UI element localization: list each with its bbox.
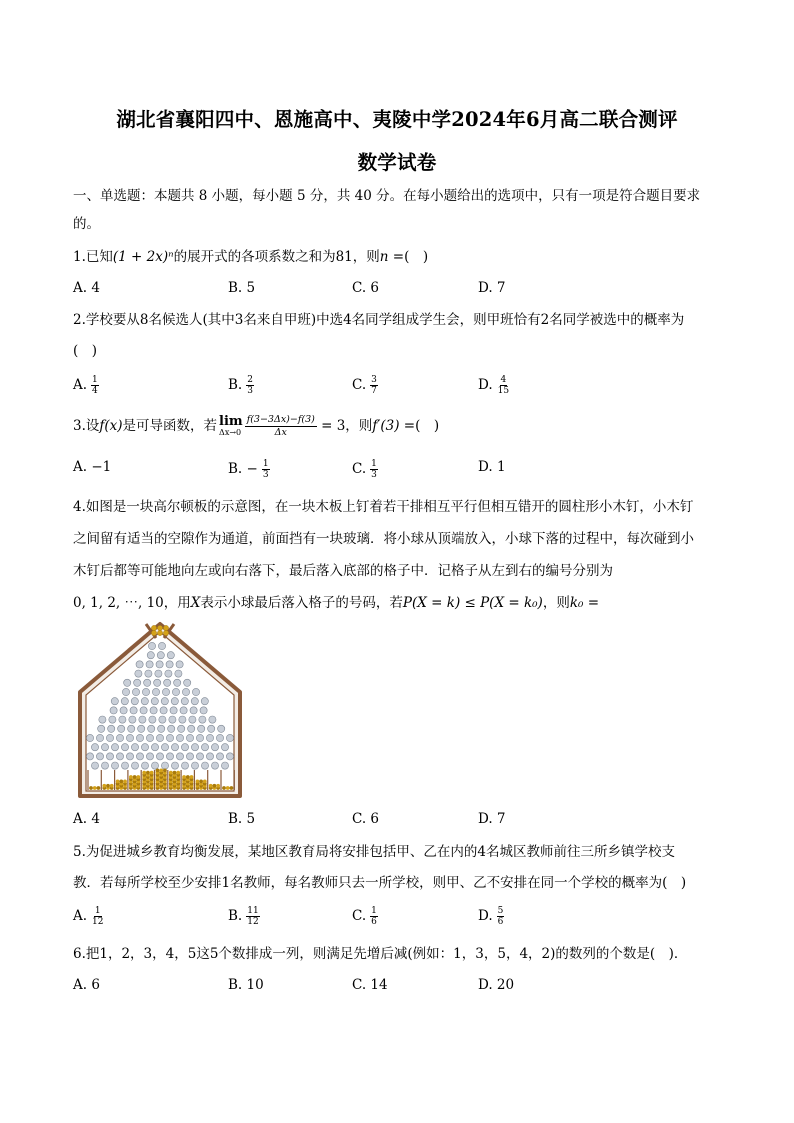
ball (150, 771, 154, 775)
peg (206, 734, 213, 741)
peg (176, 753, 183, 760)
option-c[interactable]: C. 6 (352, 811, 380, 827)
section-intro-cont: 的。 (73, 216, 100, 232)
peg (140, 707, 147, 714)
peg (86, 753, 93, 760)
question-4-stem-cont-2: 木钉后都等可能地向左或向右落下，最后落入底部的格子中．记格子从左到右的编号分别为 (73, 563, 613, 579)
peg (96, 734, 103, 741)
peg (176, 734, 183, 741)
option-b[interactable]: B. − $\frac{1}{3}$ (228, 459, 269, 480)
option-c[interactable]: C. $\frac{1}{3}$ (352, 459, 377, 480)
peg (172, 688, 179, 695)
peg (180, 707, 187, 714)
question-2-stem: 2.学校要从8名候选人(其中3名来自甲班)中选4名同学组成学生会，则甲班恰有2名同学被选中的概率为 (73, 312, 685, 328)
ball (89, 786, 93, 790)
ball (230, 786, 234, 790)
option-a[interactable]: A. 4 (73, 811, 100, 827)
ball (133, 775, 137, 779)
question-5-stem-cont: 教．若每所学校至少安排1名教师，每名教师只去一所学校，则甲、乙不安排在同一个学校的概率为( ) (73, 875, 687, 891)
peg (226, 753, 233, 760)
peg (184, 679, 191, 686)
peg (131, 744, 138, 751)
peg (171, 698, 178, 705)
peg (218, 725, 225, 732)
ball (163, 769, 167, 773)
ball (209, 784, 213, 788)
peg (196, 753, 203, 760)
peg (206, 753, 213, 760)
peg (101, 762, 108, 769)
ball (163, 625, 168, 630)
peg (151, 744, 158, 751)
peg (98, 725, 105, 732)
peg (121, 698, 128, 705)
peg (191, 698, 198, 705)
peg (168, 725, 175, 732)
ball (226, 786, 230, 790)
peg (171, 762, 178, 769)
peg (161, 744, 168, 751)
ball (182, 775, 186, 779)
peg (138, 725, 145, 732)
question-6-stem: 6.把1，2，3，4，5这5个数排成一列，则满足先增后减(例如：1，3，5，4，2)的数列的个数是( )． (73, 946, 688, 962)
peg (134, 679, 141, 686)
ball (142, 771, 146, 775)
peg (165, 670, 172, 677)
peg (151, 762, 158, 769)
peg (132, 688, 139, 695)
exam-title: 湖北省襄阳四中、恩施高中、夷陵中学2024年6月高二联合测评 (116, 108, 678, 131)
peg (122, 688, 129, 695)
peg (136, 753, 143, 760)
ball (213, 784, 217, 788)
question-5-stem: 5.为促进城乡教育均衡发展，某地区教育局将安排包括甲、乙在内的4名城区教师前往三所乡镇学校支 (73, 844, 675, 860)
ball (106, 784, 110, 788)
peg (146, 753, 153, 760)
peg (175, 670, 182, 677)
peg (110, 707, 117, 714)
option-c[interactable]: C. $\frac{1}{6}$ (352, 906, 377, 927)
peg (148, 725, 155, 732)
question-1-options (73, 280, 723, 302)
peg (162, 688, 169, 695)
peg (109, 716, 116, 723)
peg (120, 707, 127, 714)
peg (181, 762, 188, 769)
peg (181, 744, 188, 751)
peg (146, 661, 153, 668)
ball (216, 784, 220, 788)
peg (106, 734, 113, 741)
peg (154, 679, 161, 686)
ball (157, 630, 162, 635)
peg (149, 716, 156, 723)
peg (148, 642, 155, 649)
peg (126, 734, 133, 741)
peg (141, 698, 148, 705)
peg (161, 698, 168, 705)
peg (156, 753, 163, 760)
peg (190, 707, 197, 714)
peg (141, 762, 148, 769)
question-2-stem-cont: ( ) (73, 343, 98, 359)
question-4-options (73, 811, 723, 833)
ball (156, 769, 160, 773)
question-2-options (73, 375, 723, 397)
peg (126, 753, 133, 760)
peg (198, 725, 205, 732)
peg (135, 670, 142, 677)
limit-operator: lim Δx→0 (219, 414, 243, 437)
peg (159, 716, 166, 723)
option-b[interactable]: B. 5 (228, 811, 256, 827)
peg (191, 744, 198, 751)
peg (106, 753, 113, 760)
peg (189, 716, 196, 723)
peg (161, 762, 168, 769)
galton-board-figure (74, 620, 246, 798)
peg (200, 707, 207, 714)
ball (222, 786, 226, 790)
ball (173, 771, 177, 775)
peg (156, 734, 163, 741)
option-d[interactable]: D. $\frac{5}{6}$ (478, 906, 504, 927)
peg (116, 734, 123, 741)
question-4-stem-cont-3: 0, 1, 2, ⋯, 10，用X表示小球最后落入格子的号码，若P(X = k) ≤ P(X = k₀)，则k₀ = (73, 595, 600, 611)
peg (151, 698, 158, 705)
peg (121, 762, 128, 769)
option-d[interactable]: D. 20 (478, 977, 515, 993)
peg (181, 698, 188, 705)
peg (145, 670, 152, 677)
peg (101, 744, 108, 751)
peg (158, 642, 165, 649)
math-expression: (1 + 2x)ⁿ (112, 249, 174, 265)
peg (158, 725, 165, 732)
peg (155, 670, 162, 677)
galton-board-illustration (74, 620, 246, 798)
ball (129, 775, 133, 779)
peg (209, 716, 216, 723)
peg (199, 716, 206, 723)
peg (121, 744, 128, 751)
ball (151, 625, 156, 630)
option-c[interactable]: C. 6 (352, 280, 380, 296)
peg (186, 734, 193, 741)
peg (128, 725, 135, 732)
ball (190, 775, 194, 779)
peg (146, 734, 153, 741)
exam-subtitle: 数学试卷 (357, 151, 437, 174)
peg (216, 753, 223, 760)
question-5-options (73, 906, 723, 928)
question-4-stem-cont-1: 之间留有适当的空隙作为通道，前面挡有一块玻璃．将小球从顶端放入，小球下落的过程中，每次碰到小 (73, 531, 694, 547)
peg (141, 744, 148, 751)
peg (130, 707, 137, 714)
option-a[interactable]: A. 4 (73, 280, 100, 296)
option-b[interactable]: B. $\frac{11}{12}$ (228, 906, 259, 927)
peg (166, 661, 173, 668)
peg (166, 753, 173, 760)
peg (111, 744, 118, 751)
peg (156, 661, 163, 668)
peg (139, 716, 146, 723)
option-a[interactable]: A. 6 (73, 977, 100, 993)
ball (199, 780, 203, 784)
peg (211, 762, 218, 769)
option-d[interactable]: D. $\frac{4}{15}$ (478, 375, 510, 396)
option-a[interactable]: A. $\frac{1}{12}$ (73, 906, 104, 927)
peg (196, 734, 203, 741)
option-b[interactable]: B. 10 (228, 977, 264, 993)
peg (96, 753, 103, 760)
peg (221, 762, 228, 769)
peg (160, 707, 167, 714)
option-b[interactable]: B. $\frac{2}{3}$ (228, 375, 253, 396)
peg (144, 679, 151, 686)
option-b[interactable]: B. 5 (228, 280, 256, 296)
peg (188, 725, 195, 732)
ball (163, 630, 168, 635)
peg (201, 698, 208, 705)
ball (203, 780, 207, 784)
peg (201, 762, 208, 769)
peg (179, 716, 186, 723)
ball (116, 780, 120, 784)
peg (201, 744, 208, 751)
peg (91, 744, 98, 751)
ball (93, 786, 97, 790)
ball (102, 784, 106, 788)
question-3-options (73, 459, 723, 481)
peg (147, 652, 154, 659)
option-a[interactable]: A. −1 (73, 459, 112, 475)
peg (118, 725, 125, 732)
ball (123, 780, 127, 784)
peg (108, 725, 115, 732)
ball (159, 769, 163, 773)
difference-quotient: $\frac{f(3-3\Delta x)-f(3)}{\Delta x}$ (246, 414, 315, 438)
ball (196, 780, 200, 784)
option-d[interactable]: D. 1 (478, 459, 506, 475)
peg (136, 661, 143, 668)
ball (157, 625, 162, 630)
option-c[interactable]: C. $\frac{3}{7}$ (352, 375, 377, 396)
peg (124, 679, 131, 686)
section-intro: 一、单选题：本题共 8 小题，每小题 5 分，共 40 分。在每小题给出的选项中，只有一项是符合题目要求 (73, 188, 701, 204)
peg (152, 688, 159, 695)
peg (142, 688, 149, 695)
question-4-stem: 4.如图是一块高尔顿板的示意图，在一块木板上钉着若干排相互平行但相互错开的圆柱形小木钉，小木钉 (73, 499, 694, 515)
ball (169, 771, 173, 775)
question-1-stem: 1.已知(1 + 2x)ⁿ的展开式的各项系数之和为81，则n =( ) (73, 249, 429, 265)
peg (170, 707, 177, 714)
peg (164, 679, 171, 686)
peg (119, 716, 126, 723)
ball (119, 780, 123, 784)
peg (116, 753, 123, 760)
ball (136, 775, 140, 779)
option-c[interactable]: C. 14 (352, 977, 388, 993)
peg (182, 688, 189, 695)
peg (129, 716, 136, 723)
question-3-stem: 3.设f(x)是可导函数，若 lim Δx→0 $\frac{f(3-3\Delta x)-f(3)}{\Delta x}$ = 3，则f′(3) =( ) (73, 414, 440, 438)
peg (131, 762, 138, 769)
peg (216, 734, 223, 741)
peg (131, 698, 138, 705)
peg (176, 661, 183, 668)
peg (191, 762, 198, 769)
peg (150, 707, 157, 714)
ball (97, 786, 101, 790)
option-a[interactable]: A. $\frac{1}{4}$ (73, 375, 98, 396)
option-d[interactable]: D. 7 (478, 811, 506, 827)
ball (110, 784, 114, 788)
ball (186, 775, 190, 779)
peg (167, 652, 174, 659)
peg (136, 734, 143, 741)
peg (192, 688, 199, 695)
peg (171, 744, 178, 751)
peg (174, 679, 181, 686)
peg (99, 716, 106, 723)
peg (186, 753, 193, 760)
peg (86, 734, 93, 741)
peg (178, 725, 185, 732)
peg (221, 744, 228, 751)
peg (157, 652, 164, 659)
option-d[interactable]: D. 7 (478, 280, 506, 296)
ball (176, 771, 180, 775)
peg (211, 744, 218, 751)
peg (91, 762, 98, 769)
peg (208, 725, 215, 732)
ball (151, 630, 156, 635)
peg (111, 698, 118, 705)
question-6-options (73, 977, 723, 999)
peg (169, 716, 176, 723)
ball (146, 771, 150, 775)
peg (166, 734, 173, 741)
peg (226, 734, 233, 741)
peg (111, 762, 118, 769)
